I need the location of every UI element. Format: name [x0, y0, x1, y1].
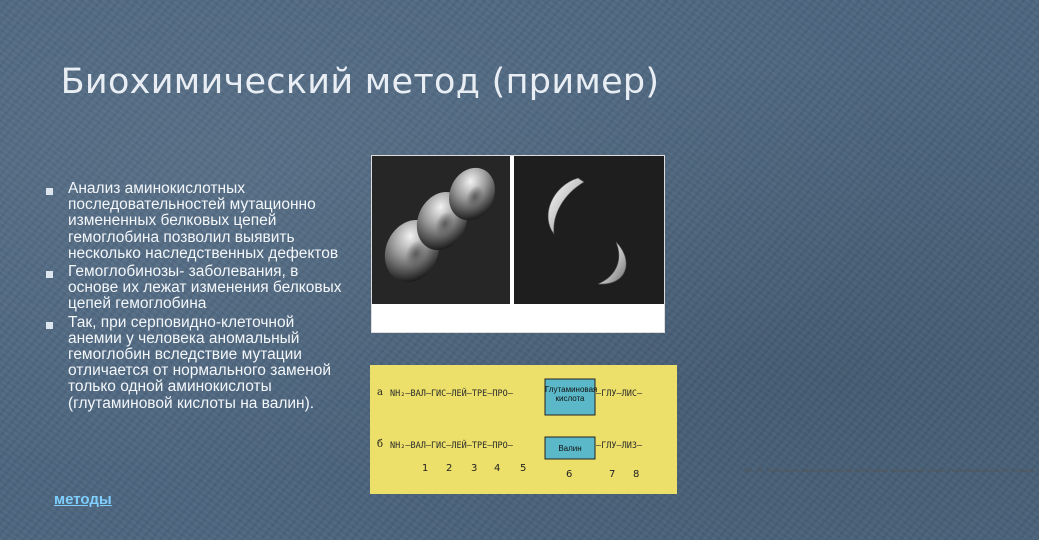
glutamic-acid-label: Глутаминовая кислота	[545, 385, 598, 403]
bullet-text: Так, при серповидно-клеточной анемии у человека аномальный гемоглобин вследствие мутации отличается от нормального заменой только одной аминокислоты (глутаминовой кислоты на валин).	[68, 313, 332, 412]
amino-acid-diagram	[370, 365, 677, 494]
position-number: 7	[609, 469, 616, 480]
photo-caption: Рис. 25. Электронно-микроскопические фотографии нормальных (слева) и серповидных клеток (справа)...	[744, 468, 1039, 474]
slide-title: Биохимический метод (пример)	[60, 62, 660, 102]
bullet-item	[46, 181, 346, 262]
bullet-text: Гемоглобинозы- заболевания, в основе их лежат изменения белковых цепей гемоглобина	[68, 263, 342, 313]
row-a-chain-start: NH₂—ВАЛ—ГИС—ЛЕЙ—ТРЕ—ПРО—	[390, 389, 513, 399]
bullet-text: Анализ аминокислотных последовательностей мутационно измененных белковых цепей гемоглобина позволил выявить несколько наследственных дефектов	[68, 180, 339, 262]
position-number: 5	[520, 463, 527, 474]
erythrocyte-photo-image	[372, 156, 664, 332]
position-number: 4	[494, 463, 501, 474]
methods-link[interactable]: методы	[54, 491, 112, 508]
position-number: 1	[422, 463, 429, 474]
position-number: 3	[471, 463, 478, 474]
position-number: 2	[446, 463, 453, 474]
square-bullet-icon	[46, 322, 53, 329]
square-bullet-icon	[46, 271, 53, 278]
bullet-item	[46, 315, 346, 412]
position-number: 6	[566, 469, 573, 480]
row-b-chain-start: NH₂—ВАЛ—ГИС—ЛЕЙ—ТРЕ—ПРО—	[390, 441, 513, 451]
row-a-chain-end: —ГЛУ—ЛИС—	[596, 389, 643, 399]
row-b-chain-end: —ГЛУ—ЛИЗ—	[596, 441, 643, 451]
position-number: 8	[633, 469, 640, 480]
row-a-label: а	[377, 387, 383, 398]
row-b-label: б	[377, 439, 384, 450]
valine-label: Валин	[558, 444, 582, 453]
bullet-list	[46, 181, 346, 414]
bullet-item	[46, 264, 346, 313]
diagram-shapes	[370, 365, 677, 494]
square-bullet-icon	[46, 188, 53, 195]
